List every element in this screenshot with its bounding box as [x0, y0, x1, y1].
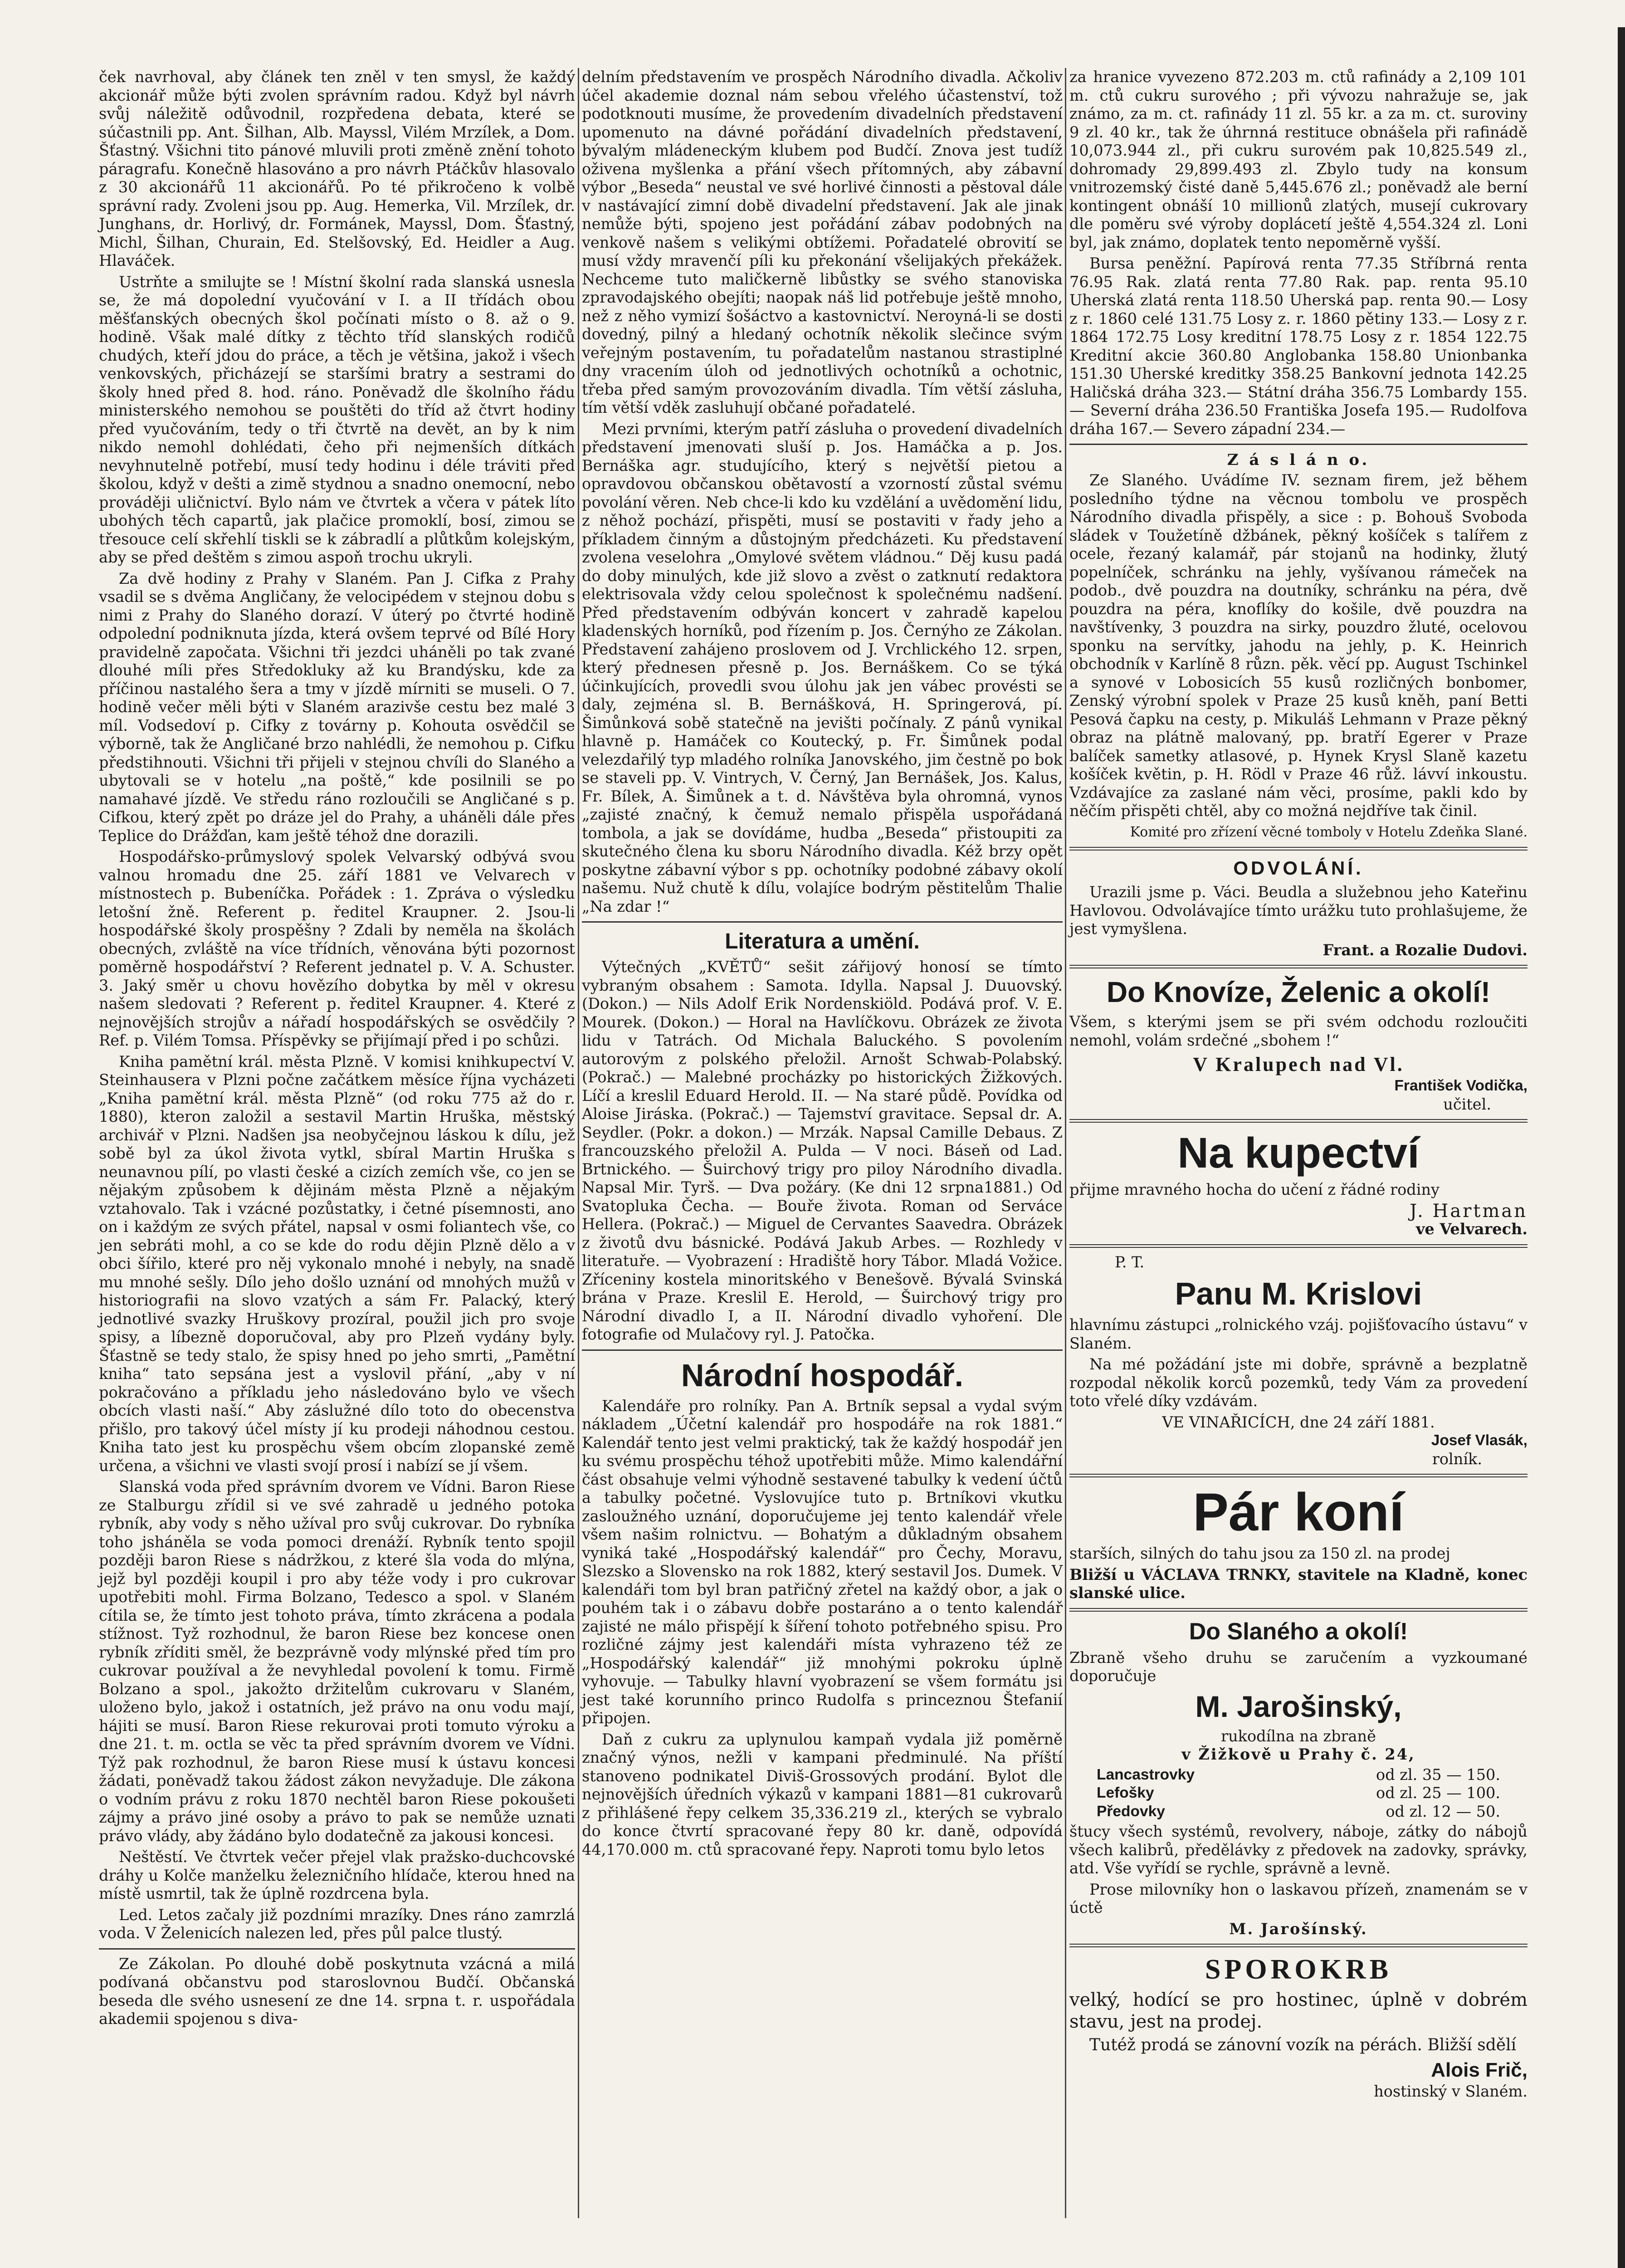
ad-title: Pár koní	[1193, 1482, 1404, 1542]
ad-krisl	[1069, 1253, 1527, 1469]
notice-odvolani	[1069, 856, 1527, 959]
article-paragraph: za hranice vyvezeno 872.203 m. ctů rafinády a 2,109 101 m. ctů cukru surového ; při vývozu nahražuje se, jak známo, za m. ct. rafinády 11 zl. 55 kr. a za m. ct. suroviny 9 zl. 40 kr., tak že úhrnná restituce obnášela při rafinádě 10,073.944 zl., při cukru surovém pak 10,825.549 zl., dohromady 29,899.493 zl. Zbylo tudy na konsum vnitrozemský čisté daně 5,445.676 zl.; poněvadž ale berní kontingent obnáší 10 millionů zlatých, musejí cukrovary dle poměru své výroby doplácetí ještě 4,554.324 zl. Loni byl, jak známo, doplatek tento nepoměrně vyšší.	[1069, 68, 1527, 251]
article-paragraph: ček navrhoval, aby článek ten zněl v ten smysl, že každý akcionář může býti zvolen správním radou. Když byl návrh svůj náležitě odůvodnil, rozpředena debata, které se súčastnili pp. Ant. Šilhan, Alb. Mayssl, Vilém Mrzílek, a Dom. Šťastný. Všichni tito pánové mluvili proti změně znění tohoto páragrafu. Konečně hlasováno a pro návrh Ptáčkův hlasovalo z 30 akcionářů 11 akcionářů. Po té přikročeno k volbě správní rady. Zvoleni jsou pp. Aug. Hemerka, Vil. Mrzílek, dr. Junghans, dr. Horlivý, dr. Formánek, Mayssl, Dom. Šťastný, Michl, Šilhan, Churain, Ed. Stelšovský, Ed. Heidler a Aug. Hlaváček.	[99, 68, 575, 269]
article-paragraph: delním představením ve prospěch Národního divadla. Ačkoliv účel akademie doznal nám sebou vřelého účastenství, tož podotknouti musíme, že provedením divadelních představení upomenuto na dávné pořádání divadelních představení, bývalým mládeneckým klubem pod Budčí. Znova jest tudíž oživena myšlenka a přání všech přítomných, aby zábavní výbor „Beseda“ neustal ve své horlivé činnosti a pěstoval dále v nastávající zimní době divadelní představení. Jak ale jinak nemůže býti, spojeno jest pořádání zábav podobných na venkově našem s velikými obtížemi. Pořadatelé obrovití se musí vždy mravenčí píli ku překonání všelijakých překážek. Nechceme tuto maličkerně libůstky se svého stanoviska zpravodajského obejíti; naopak náš lid potřebuje ještě mnoho, než z něho vymizí šošáctvo a kastovnictví. Neroyná-li se dosti dovedný, pilný a hledaný ochotník několik slečince svým veřejným postavením, tu pořadatelům nastanou strastiplné dny vracením úloh od jednotlivých ochotníků a ochotnic, třeba před samým provozováním divadla. Tím větší zásluha, tím větší vděk zasluhují občané pořadatelé.	[582, 68, 1063, 416]
article-paragraph: Led. Letos začaly již pozdními mrazíky. Dnes ráno zamrzlá voda. V Želenicích nalezen led, přes půl palce tlustý.	[99, 1906, 575, 1942]
price-value: od zl. 12 — 50.	[1386, 1802, 1500, 1820]
price-value: od zl. 25 — 100.	[1376, 1784, 1500, 1802]
divider	[1069, 847, 1527, 850]
divider	[582, 1349, 1063, 1351]
ad-text: přijme mravného hocha do učení z řádné rodiny	[1069, 1181, 1440, 1198]
ad-knoviz	[1069, 974, 1527, 1114]
article-paragraph: Výtečných „KVĚTŮ“ sešit zářijový honosí se tímto vybraným obsahem : Samota. Idylla. Napsal J. Duuovský. (Dokon.) — Nils Adolf Erik Nordenskiöld. Podává prof. V. E. Mourek. (Dokon.) — Horal na Havlíčkovu. Obrázek ze života lidu v Tatrách. Od Michala Baluckého. S povolením autorovým z polského přeložil. Arnošt Schwab-Polabský. (Pokrač.) — Malebné procházky po historických Žižkových. Líčí a kreslil Eduard Herold. II. — Na staré půdě. Povídka od Aloise Jiráska. (Pokrač.) — Tajemství gravitace. Sepsal dr. A. Seydler. (Pokr. a dokon.) — Mrzák. Napsal Camille Debaus. Z francouzského přeložil A. Pulda — V noci. Báseň od Lad. Brtnického. — Šuirchový trigy pro piloy Národního divadla. Napsal Mir. Tyrš. — Dva požáry. (Ke dni 12 srpna1881.) Od Svatopluka Čecha. — Bouře života. Roman od Serváce Hellera. (Pokrač.) — Miguel de Cervantes Saavedra. Obrázek z životů dvu básnické. Podává Jakub Arbes. — Rozhledy v literatuře. — Vyobrazení : Hradiště hory Tábor. Mladá Vožice. Zříceniny kostela minoritského v Benešově. Bývalá Svinská brána v Praze. Kreslil E. Herold, — Šuirchový trigy pro Národní divadlo I, a II. Národní divadlo vyhoření. Dle fotografie od Mulačovy ryl. J. Patočka.	[582, 958, 1063, 1343]
ad-place: V Kralupech nad Vl.	[1193, 1053, 1404, 1075]
price-list	[1069, 1764, 1527, 1823]
ad-contact: Bližší u VÁCLAVA TRNKY, stavitele na Kladně, konec slanské ulice.	[1069, 1565, 1527, 1602]
article-paragraph: Mezi prvními, kterým patří zásluha o provedení divadelních představení jmenovati sluší p. Jos. Hamáčka a p. Jos. Bernáška agr. studujícího, který s největší pietou a opravdovou občanskou obětavostí a vzorností zůstal svému povolání věren. Neb chce-li kdo ku vzdělání a uvědomění lidu, z něhož pochází, přispěti, musí se postaviti v řady jeho a příkladem činným a důstojným předcházeti. Ku představení zvolena veselohra „Omylové světem vládnou.“ Děj kusu padá do doby minulých, kde již slovo a zvěst o zatknutí redaktora elektrisovala vždy celou společnost k společnému nadšení. Před představením odbýván koncert v zahradě kapelou kladenských horníků, pod řízením p. Jos. Černýho ze Zákolan. Představení zahájeno proslovem od J. Vrchlického 12. srpen, který přednesen přesně p. Jos. Bernáškem. Co se týká účinkujících, provedli svou úlohu jak jen vábec provésti se daly, zejména sl. B. Bernášková, H. Springerová, pí. Šimůnková sobě statečně na jevišti počínaly. Z pánů vynikal hlavně p. Hamáček co Koutecký, p. Fr. Šimůnek podal velezdařilý typ mladého rolníka Janovského, jim čestně po bok se staveli pp. V. Vintrych, V. Černý, Jan Bernášek, Jos. Kalus, Fr. Bílek, A. Šimůnek a t. d. Návštěva byla ohromná, vynos „zajisté značný, k čemuž nemalo přispěla uspořádaná tombola, a jak se dovídáme, hudba „Beseda“ přistoupiti za skutečného člena ku sboru Národního divadla. Kéž brzy opět poskytne zábavní výbor s pp. ochotníky podobné zábavy okolí našemu. Nuž chutě k dílu, volajíce bodrým pěstitelům Thalie „Na zdar !“	[582, 420, 1063, 915]
column-2	[582, 68, 1063, 1862]
ad-title: Na kupectví	[1177, 1129, 1420, 1177]
page-edge	[1618, 27, 1625, 2268]
ad-place: ve Velvarech.	[1416, 1220, 1527, 1238]
divider	[1069, 444, 1527, 445]
divider	[1069, 1944, 1527, 1947]
ad-name: J. Hartman	[1410, 1200, 1527, 1222]
article-paragraph: Ze Zákolan. Po dlouhé době poskytnuta vzácná a milá podívaná občanstvu pod staroslovnou Budčí. Občanská beseda dle svého usnesení ze dne 14. srpna t. r. uspořádala akademii spojenou s diva-	[99, 1955, 575, 2028]
article-paragraph: Za dvě hodiny z Prahy v Slaném. Pan J. Cifka z Prahy vsadil se s dvěma Angličany, že velocipédem v stejnou dobu s nimi z Prahy do Slaného dorazí. V úterý po čtvrté hodině odpolední podniknuta jízda, která ovšem teprvé od Bílé Hory pravidelně započata. Všichni tři jezdci uháněli po tak zvané dlouhé míli přes Středokluky až ku Brandýsku, kde za příčinou nastalého šera a tmy v jízdě mírniti se museli. O 7. hodině večer měli býti v Slaném arazivše cestu bez malé 3 míl. Vodsedoví p. Cifky z továrny p. Kohouta osvědčil se výborně, tak že Angličané brzo nahlédli, že nemohou p. Cifku předstihnouti. Všichni tři přijeli v stejnou chvíli do Slaného a ubytovali se v hotelu „na poště,“ kde posilnili se po namahavé jízdě. Ve středu ráno rozloučili se Angličané s p. Cifkou, který zpět po dráze jel do Prahy, a uháněli dále přes Teplice do Drážďan, kam ještě téhož dne dorazili.	[99, 569, 575, 845]
notice-text: Urazili jsme p. Váci. Beudla a služebnou jeho Kateřinu Havlovou. Odvolávajíce tímto urážku tuto prohlašujeme, že jest vymyšlena.	[1069, 883, 1527, 938]
divider	[1069, 1244, 1527, 1248]
divider	[1069, 965, 1527, 968]
ad-text: Prose milovníky hon o laskavou přízeň, znamenám se v úctě	[1069, 1880, 1527, 1916]
column-rule	[578, 68, 579, 2218]
signature: Komité pro zřízení věcné tomboly v Hotelu Zdeňka Slané.	[1130, 824, 1527, 840]
article-paragraph: Ze Slaného. Uvádíme IV. seznam firem, jež během posledního týdne na věcnou tombolu ve prospěch Národního divadla přispěly, a sice : p. Bohouš Svoboda sládek v Toužetíně džbánek, pěkný košíček s talířem z ocele, řezaný kalamář, pár stojanů na hodinky, žlutý popelníček, schránku na jehly, vyšívanou rámeček na podob., dvě pouzdra na doutníky, schránku na péra, dvě pouzdra na péra, knoflíky do košile, dvě pouzdra na navštívenky, 3 pouzdra na sirky, pouzdro žluté, ocelovou sponku na servítky, jahodu na jehly, p. K. Heinrich obchodník v Karlíně 8 různ. pěk. věcí pp. August Tschinkel a synové v Lobosicích 55 kusů rozličných bonbomer, Zenský výrobní spolek v Praze 25 kusů kněh, paní Betti Pesová čapku na cesty, p. Mikuláš Lehmann v Praze pěkný obraz na plátně malovaný, pp. bratří Egerer v Praze balíček sametky atlasové, p. Hynek Krysl Slaně kazetu košíček květin, p. H. Rödl v Praze 46 růž. lávví inkoustu. Vzdávajíce za zaslané nám věci, prosíme, pakli kdo by něčím přispěti chtěl, aby co možná nejdříve tak činil.	[1069, 471, 1527, 820]
price-row	[1097, 1784, 1500, 1803]
ad-text: velký, hodící se pro hostinec, úplně v dobrém stavu, jest na prodej.	[1069, 1989, 1527, 2032]
ad-name: M. Jarošinský,	[1195, 1689, 1402, 1723]
price-value: od zl. 35 — 150.	[1376, 1765, 1500, 1784]
ad-name: František Vodička,	[1394, 1077, 1527, 1094]
ad-place: v Žižkově u Prahy č. 24,	[1181, 1745, 1415, 1763]
ad-role: učitel.	[1443, 1095, 1491, 1113]
ad-date: VE VINAŘICÍCH, dne 24 září 1881.	[1162, 1413, 1435, 1431]
price-row	[1097, 1803, 1500, 1821]
ad-title: Do Slaného a okolí!	[1189, 1618, 1408, 1645]
ad-role: hostinský v Slaném.	[1374, 2082, 1527, 2100]
ad-name: Alois Frič,	[1431, 2059, 1527, 2081]
ad-text: Zbraně všeho druhu se zaručením a vyzkoumané doporučuje	[1069, 1648, 1527, 1685]
ad-title: Panu M. Krislovi	[1175, 1276, 1422, 1311]
ad-salutation: P. T.	[1115, 1253, 1145, 1271]
ad-text: Tutéž prodá se zánovní vozík na pérách. Bližší sdělí	[1089, 2036, 1517, 2054]
price-item: Lancastrovky	[1097, 1766, 1195, 1783]
article-paragraph: Kalendáře pro rolníky. Pan A. Brtník sepsal a vydal svým nákladem „Účetní kalendář pro hospodáře na rok 1881.“ Kalendář tento jest velmi praktický, tak že každý hospodář jen ku svému prospěchu téhož upotřebiti může. Mimo kalendářní část obsahuje velmi výhodně sestavené tabulky k vedení účtů a tabulky početné. Vyslovujíce tuto p. Brtníkovi vkutku zasloužného uznání, doporučujeme jej tento kalendář vřele všem našim rolnictvu. — Bohatým a důkladným obsahem vyniká také „Hospodářský kalendář“ pro Čechy, Moravu, Slezsko a Slovensko na rok 1882, který sestavil Jos. Dumek. V kalendáři tom byl bran patřičný zřetel na každý obor, a jak o pouhém tak i o zábavu dobře postaráno a o tento kalendář zajisté ne málo přispějí k šíření tohoto potřebného spisu. Pro rozličné zájmy jest kalendáři místa vyhrazeno též ze „Hospodářský kalendář“ již mnohými pokroku úplně vyhovuje. — Tabulky hlavní vyobrazení se všem formátu jsi jest také korunního princo Rudolfa s princeznou Štefanií připojen.	[582, 1397, 1063, 1727]
ad-signature: M. Jarošínský.	[1229, 1920, 1368, 1938]
column-rule	[1065, 68, 1066, 2218]
article-paragraph: Kniha pamětní král. města Plzně. V komisi knihkupectví V. Steinhausera v Plzni počne začátkem měsíce října vycházeti „Kniha pamětní král. města Plzně“ (od roku 775 až do r. 1880), kteron založil a sestavil Martin Hruška, městský archivář v Plzni. Nadšen jsa neobyčejnou láskou k dílu, jež sobě byl za úkol života vytkl, sbíral Martin Hruška s neunavnou pílí, po vlasti české a cizích zemích vše, co jen se nějakým způsobem k dějinám města Plzně a nějakým vztahovalo. Tak i vzácné pozůstatky, i četné písemnosti, ano on i každým ze svých přátel, napsal v osmi foliantech vše, co jen sebráti mohl, a co se kde do rodu dějin Plzně dělo a v obci šířilo, které pro něj vykonalo mnohé i nebyly, na snadě mu mnohé sešly. Dílo jeho došlo uznání od mnohých mužů v historiografii na slovo vzatých a sám Fr. Palacký, který jednotlivé svazky Hruškovy prozíral, použil jich pro svoje spisy, a líbezně doporučoval, aby pro Plzeň vydány byly. Šťastně se tedy stalo, že spisy hned po jeho smrti, „Pamětní kniha“ tato sepsána jest a vyslovil přání, „aby v ní pokračováno a příkladu jeho následováno bylo ve všech obcích vlasti naší.“ Aby záslužné dílo toto do obecenstva přišlo, pro takový účel místy jí ku prodeji náhodnou cestou. Kniha tato jest ku prospěchu všem obcím zlopanské země určena, a všichni ve vlasti svojí prosí i nabízí se jí všem.	[99, 1052, 575, 1475]
article-paragraph: Slanská voda před správním dvorem ve Vídni. Baron Riese ze Stalburgu zřídil si ve své zahradě u jedného potoka rybník, aby vody s něho užíval pro svůj cukrovar. Do rybníka toho jsháněla se voda pomoci drenáží. Rybník tento spojil později baron Riese s nádržkou, z které šla voda do mlýna, jejž byl později koupil i pro aby téže vody i pro cukrovar upotřebiti mohl. Firma Bolzano, Tedesco a spol. v Slaném cítila se, že tímto jest tohoto práva, tímto zkrácena a podala stížnost. Tyž rozhodnul, že baron Riese bez koncese onen rybník zříditi směl, že bezprávně vody mlýnské před tím pro cukrovar používal a že nevyhledal povolení k tomu. Firmě Bolzano a spol., jakožto držitelům cukrovaru v Slaném, uloženo bylo, jakož i ostatních, jež právo na onu vodu mají, hájiti se musí. Baron Riese rekurovai proti tomuto výroku a dne 21. t. m. octla se věc ta před správním dvorem ve Vídni. Týž pak rozhodnul, že baron Riese musí k ústavu koncesi žádati, poněvadž takou žádost zákon nevyžaduje. Dle zákona o vodním právu z roku 1870 nechtěl baron Riese pokoušeti zájmy a právo jiné osoby a právo to pak se nemůže uznati právo vlády, aby žádáno bylo dodatečně za jakousi koncesi.	[99, 1478, 575, 1845]
ad-role: rolník.	[1432, 1450, 1482, 1468]
column-3	[1069, 68, 1527, 2101]
divider	[1069, 1119, 1527, 1123]
ad-text: rukodílna na zbraně	[1221, 1727, 1376, 1745]
price-item: Předovky	[1097, 1803, 1165, 1820]
notice-title: ODVOLÁNÍ.	[1233, 857, 1364, 879]
ad-text: hlavnímu zástupci „rolnického vzáj. pojišťovacího ústavu“ v Slaném.	[1069, 1316, 1527, 1352]
article-paragraph: Bursa peněžní. Papírová renta 77.35 Stříbrná renta 76.95 Rak. zlatá renta 77.80 Rak. pap. renta 95.10 Uherská zlatá renta 118.50 Uherská pap. renta 90.— Losy z r. 1860 celé 131.75 Losy z. r. 1860 pětiny 133.— Losy z r. 1864 172.75 Losy kreditní 178.75 Losy z r. 1854 122.75 Kreditní akcie 360.80 Anglobanka 158.80 Unionbanka 151.30 Uherské kreditky 358.25 Bankovní jednota 142.25 Haličská dráha 323.— Státní dráha 356.75 Lombardy 155. — Severní dráha 236.50 Františka Josefa 195.— Rudolfova dráha 167.— Severo západní 234.—	[1069, 254, 1527, 438]
ad-kone	[1069, 1483, 1527, 1603]
divider	[99, 1948, 575, 1950]
ad-sporokrb	[1069, 1953, 1527, 2101]
divider	[1069, 1474, 1527, 1477]
article-paragraph: Neštěstí. Ve čtvrtek večer přejel vlak pražsko-duchcovské dráhy u Kolče manželku železničního hlídače, kterou hned na místě usmrtil, tak že úplně rozdrcena byla.	[99, 1848, 575, 1902]
divider	[582, 921, 1063, 923]
ad-zbrane	[1069, 1617, 1527, 1939]
signature: Frant. a Rozalie Dudovi.	[1322, 941, 1527, 959]
article-paragraph: Daň z cukru za uplynulou kampaň vydala již poměrně značný výnos, nežli v kampani předminulé. Na příští stanoveno podnikatel Diviš-Grossových prodání. Bylot dle nejnovějších úředních výkazů v kampani 1881—81 cukrovarů z přihlášené řepy celkem 35,336.219 zl., kterých se vybralo do konce čtvrtí spracované řepy 80 kr. daně, odpovídá 44,170.000 m. ctů spracované řepy. Naproti tomu bylo letos	[582, 1730, 1063, 1858]
ad-text: štucy všech systémů, revolvery, náboje, zátky do nábojů všech kalibrů, předělávky z předovek na zadovky, správky, atd. Vše vyřídí se rychle, správně a levně.	[1069, 1823, 1527, 1877]
divider	[1069, 1608, 1527, 1612]
article-paragraph: Ustrňte a smilujte se ! Místní školní rada slanská usnesla se, že má dopolední vyučování v I. a II třídách obou měšťanských obecných škol počínati místo o 8. až o 9. hodině. Však malé dítky z těchto tříd slanských rodičů chudých, kteří jdou do práce, a těch je většina, jakož i všech venkovských, přicházejí se staršími bratry a sestrami do školy hned před 8. hod. ráno. Poněvadž dle školního řádu ministerského nemohou se pouštěti do tříd až čtvrt hodiny před vyučováním, tedy o tři čtvrtě na devět, an by k nim nikdo nemohl dohlédati, čeho při nejmenších dítkách nevyhnutelně potřebí, musí tedy hodinu i déle tráviti před školou, když v dešti a zimě stydnou a snadno onemocní, nebo prováději uličnictví. Bylo nám ve čtvrtek a včera v pátek líto ubohých těch capartů, jak plačice promoklí, bosí, zimou se třesouce celí skřehlí tiskli se k zábradlí a plůtkům kolejským, aby se před deštěm s zimou aspoň trochu ukryli.	[99, 273, 575, 566]
ad-text: starších, silných do tahu jsou za 150 zl. na prodej	[1069, 1545, 1450, 1562]
section-heading-economy: Národní hospodář.	[681, 1357, 964, 1393]
ad-text: Všem, s kterými jsem se při svém odchodu rozloučiti nemohl, volám srdečné „sbohem !“	[1069, 1013, 1527, 1049]
price-row	[1097, 1766, 1500, 1784]
ad-kupectvi	[1069, 1128, 1527, 1239]
article-paragraph: Hospodářsko-průmyslový spolek Velvarský odbývá svou valnou hromadu dne 25. září 1881 ve Velvarech v místnostech p. Bubeníčka. Pořádek : 1. Zpráva o výsledku letošní žně. Referent p. ředitel Kraupner. 2. Jsou-li hospodářské školy prospěšny ? Zdali by neměla na školách obecných, zvláště na více třídních, věnována býti pozornost poměrně hospodářství ? Referent jednatel p. V. A. Schuster. 3. Jaký směr u chovu hovězího dobytka by měl v okresu našem sledovati ? Referent p. ředitel Kraupner. 4. Které z nejnovějších strojův a nářadí hospodářských se osvědčily ? Ref. p. Vilém Tomsa. Příspěvky se přijímají před i po schůzi.	[99, 848, 575, 1049]
ad-title: SPOROKRB	[1205, 1954, 1392, 1985]
ad-text: Na mé požádání jste mi dobře, správně a bezplatně rozpodal několik korců pozemků, tedy Vám za provedení toto vřelé díky vzdávám.	[1069, 1355, 1527, 1410]
ad-title: Do Knovíze, Želenic a okolí!	[1106, 976, 1491, 1008]
price-item: Lefošky	[1097, 1784, 1154, 1801]
ad-name: Josef Vlasák,	[1431, 1432, 1527, 1449]
section-heading-literature: Literatura a umění.	[725, 929, 920, 953]
column-1	[99, 68, 575, 2031]
section-heading-zaslano: Z á s l á n o.	[1227, 451, 1370, 469]
